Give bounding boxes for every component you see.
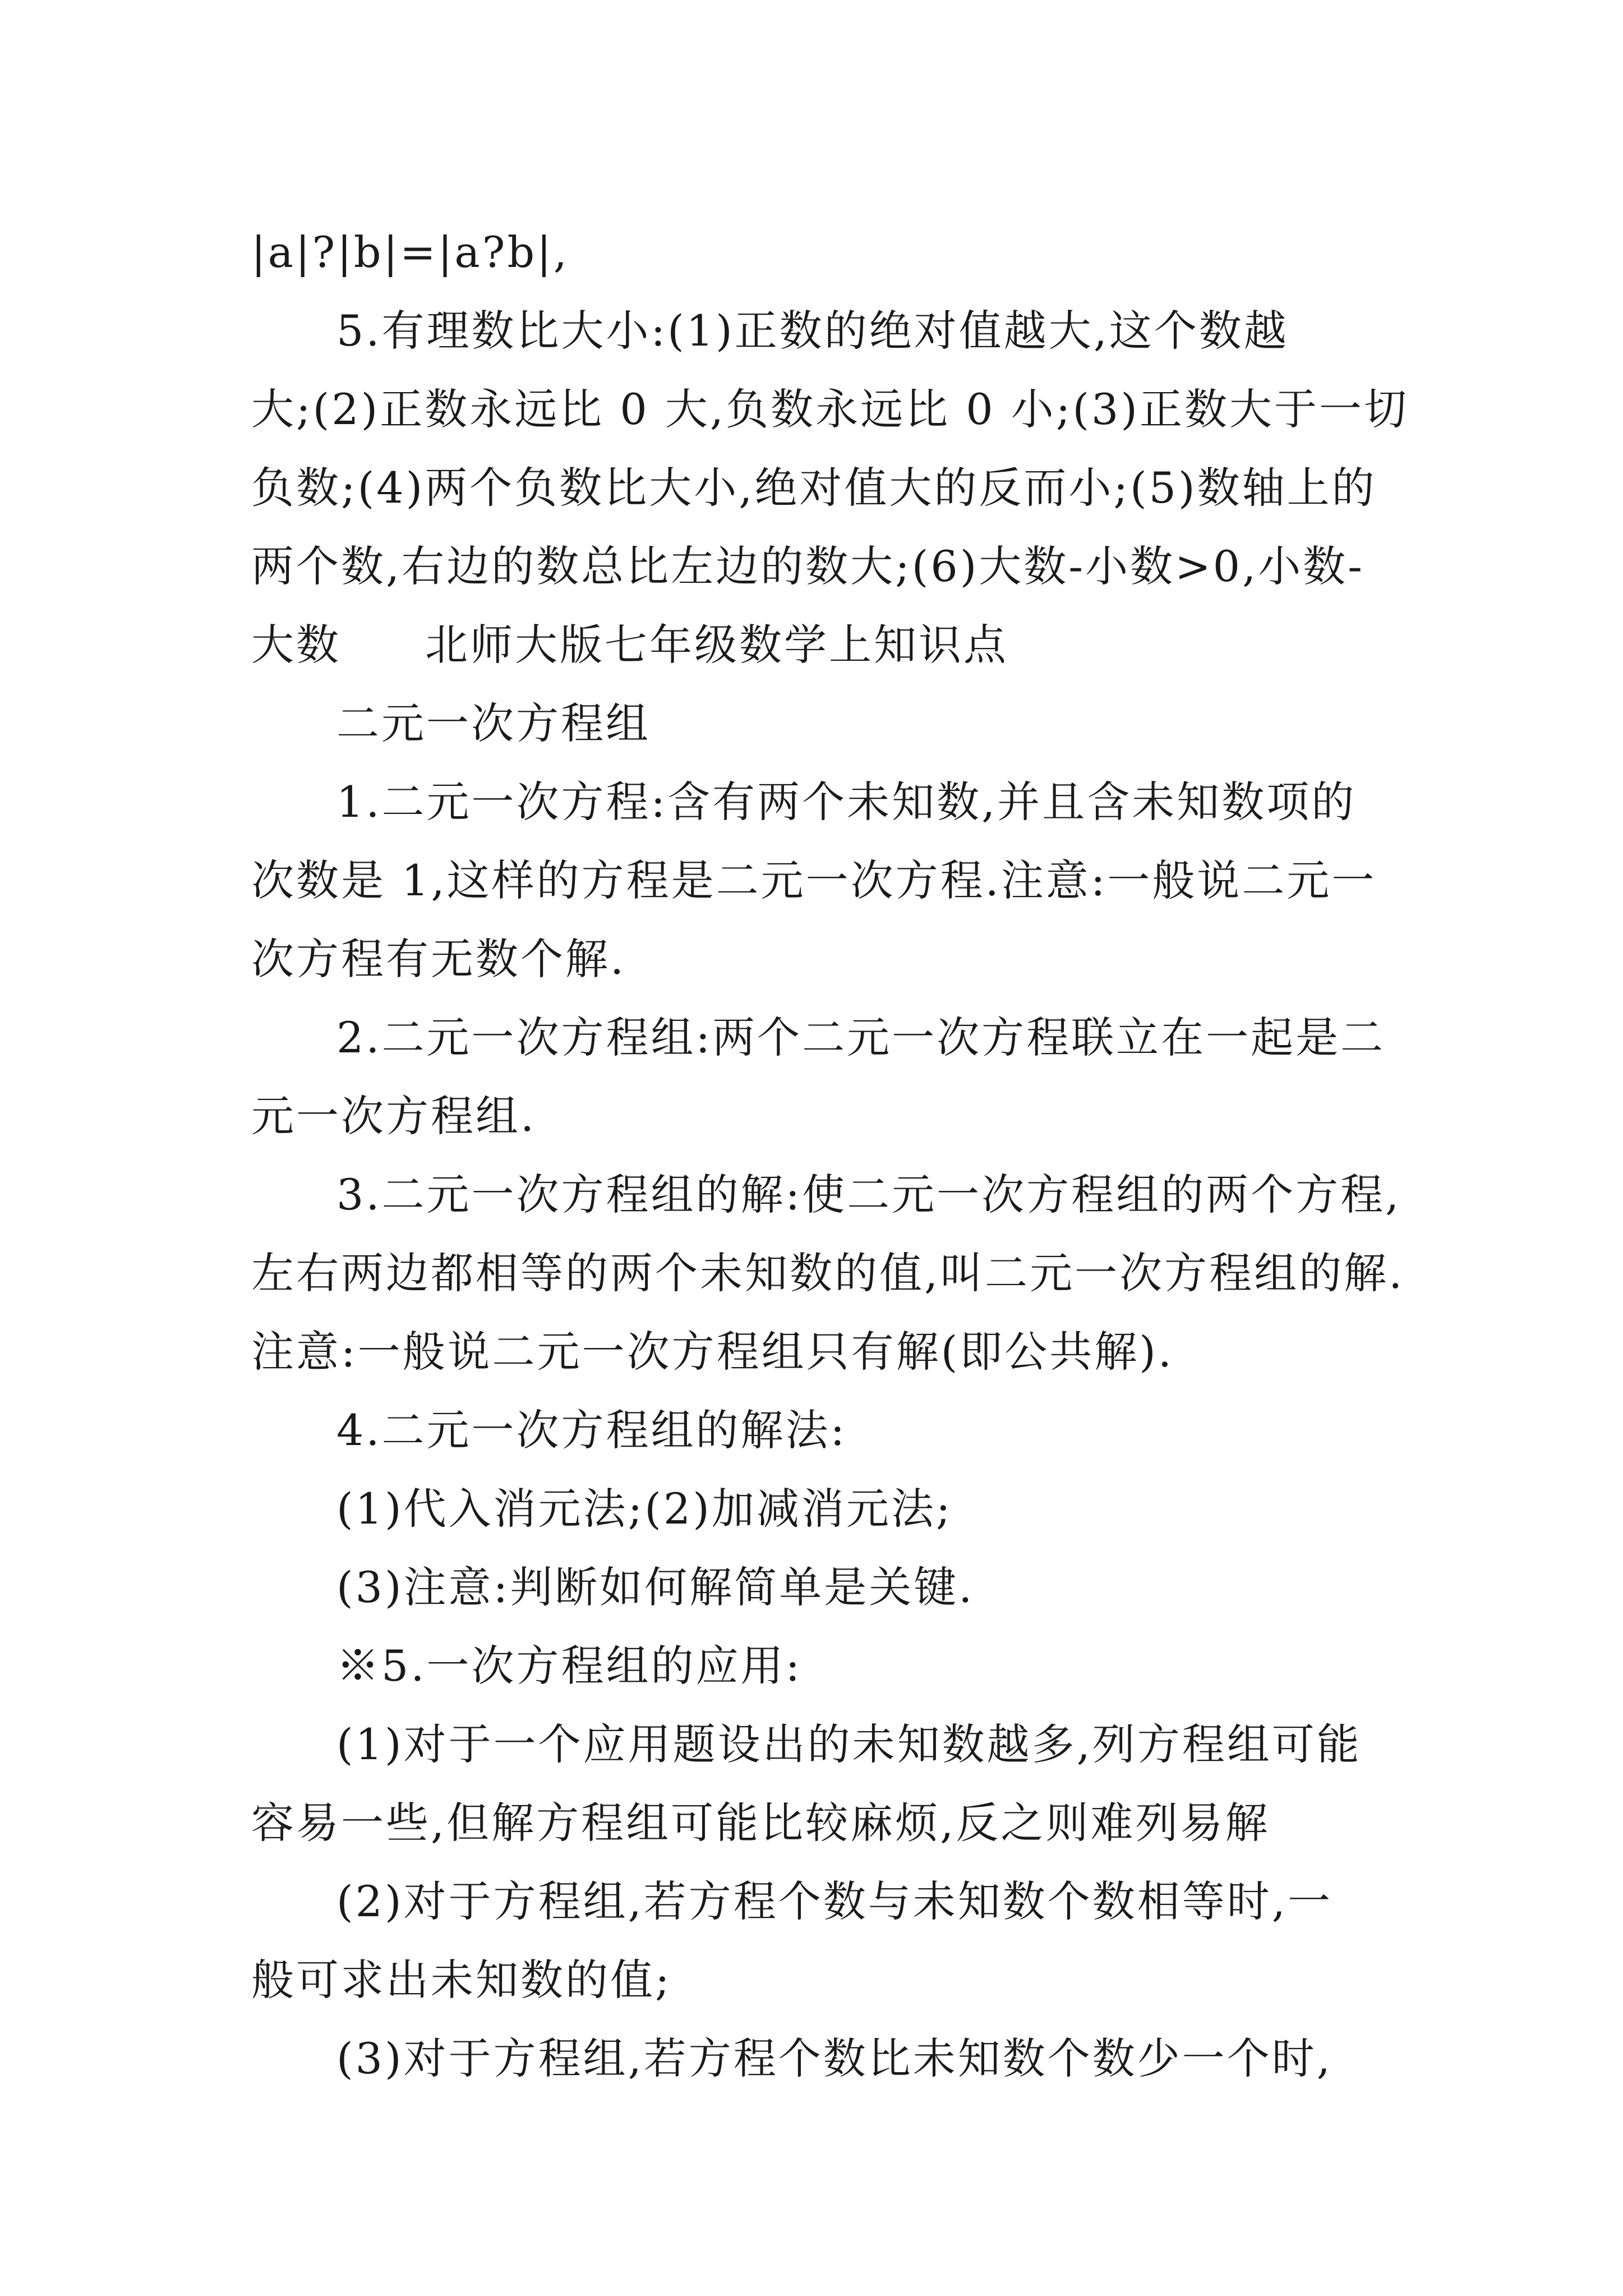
- text-line: (1)代入消元法;(2)加减消元法;: [336, 1484, 953, 1534]
- text-line: 容易一些,但解方程组可能比较麻烦,反之则难列易解: [251, 1798, 1270, 1848]
- text-line: 1.二元一次方程:含有两个未知数,并且含未知数项的: [336, 777, 1357, 827]
- section-source-title: 北师大版七年级数学上知识点: [425, 620, 1008, 670]
- text-line: 次数是 1,这样的方程是二元一次方程.注意:一般说二元一: [251, 855, 1377, 905]
- text-line: 左右两边都相等的两个未知数的值,叫二元一次方程组的解.: [251, 1248, 1405, 1298]
- text-line: [251, 606, 1384, 684]
- text-line: 负数;(4)两个负数比大小,绝对值大的反而小;(5)数轴上的: [251, 463, 1377, 513]
- text-fragment: 大数: [251, 620, 341, 670]
- text-line: 4.二元一次方程组的解法:: [336, 1405, 847, 1455]
- text-line: 两个数,右边的数总比左边的数大;(6)大数-小数>0,小数-: [251, 541, 1364, 591]
- section-heading: 二元一次方程组: [336, 698, 651, 748]
- text-line: 次方程有无数个解.: [251, 934, 626, 984]
- text-line: ※5.一次方程组的应用:: [336, 1641, 803, 1691]
- text-line: 般可求出未知数的值;: [251, 1955, 672, 2005]
- text-line: 大;(2)正数永远比 0 大,负数永远比 0 小;(3)正数大于一切: [251, 384, 1409, 434]
- text-line: (3)注意:判断如何解简单是关键.: [336, 1562, 975, 1612]
- text-line: 元一次方程组.: [251, 1091, 537, 1141]
- text-line: 5.有理数比大小:(1)正数的绝对值越大,这个数越: [336, 306, 1289, 356]
- text-line: |a|?|b|=|a?b|,: [251, 227, 569, 277]
- text-line: 2.二元一次方程组:两个二元一次方程联立在一起是二: [336, 1013, 1386, 1062]
- text-line: 3.二元一次方程组的解:使二元一次方程组的两个方程,: [336, 1170, 1401, 1220]
- text-line: (3)对于方程组,若方程个数比未知数个数少一个时,: [336, 2033, 1332, 2083]
- text-line: (2)对于方程组,若方程个数与未知数个数相等时,一: [336, 1876, 1332, 1926]
- text-line: 注意:一般说二元一次方程组只有解(即公共解).: [251, 1327, 1174, 1377]
- text-line: (1)对于一个应用题设出的未知数越多,列方程组可能: [336, 1719, 1362, 1769]
- document-body: [251, 213, 1409, 2098]
